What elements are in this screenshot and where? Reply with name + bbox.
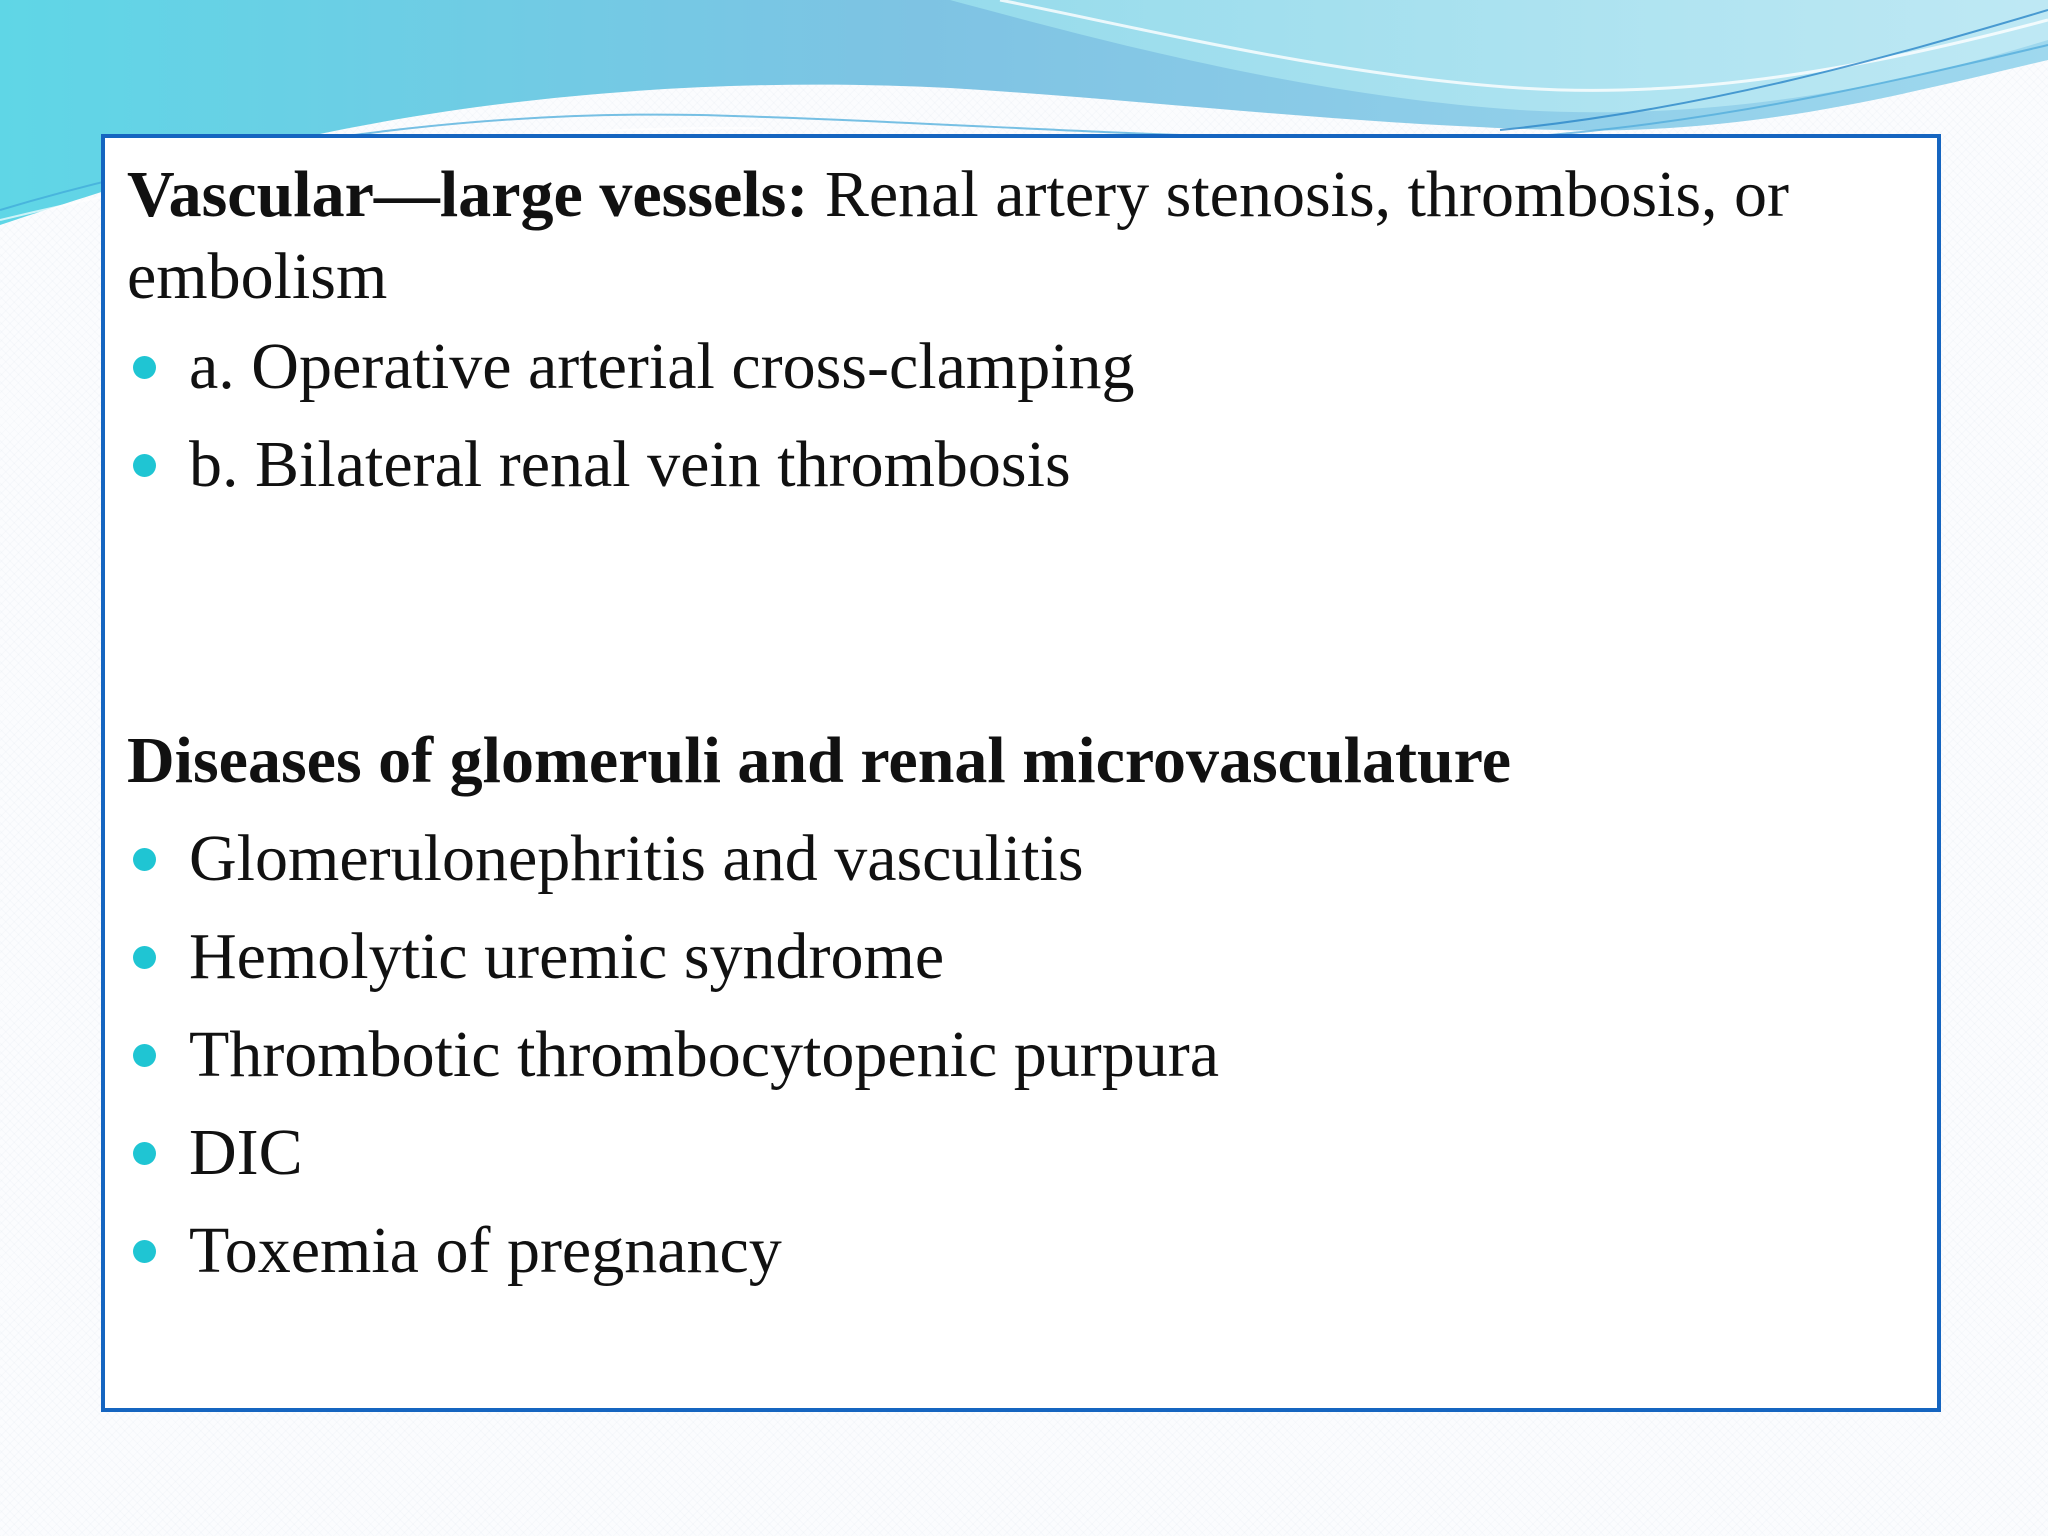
list-item — [127, 1202, 1927, 1300]
text-area — [127, 154, 1927, 1300]
bullet-icon — [133, 848, 156, 871]
list-item — [127, 416, 1927, 514]
list-item-text: b. Bilateral renal vein thrombosis — [189, 428, 1071, 501]
list-item-text: a. Operative arterial cross-clamping — [189, 330, 1135, 403]
list-item — [127, 1104, 1927, 1202]
spacer — [127, 514, 1927, 712]
section1-list — [127, 318, 1927, 514]
list-item-text: Toxemia of pregnancy — [189, 1214, 782, 1287]
bullet-icon — [133, 454, 156, 477]
content-box — [101, 134, 1941, 1412]
list-item — [127, 810, 1927, 908]
list-item — [127, 908, 1927, 1006]
bullet-icon — [133, 356, 156, 379]
list-item-text: Hemolytic uremic syndrome — [189, 920, 945, 993]
section2-list — [127, 810, 1927, 1300]
list-item-text: DIC — [189, 1116, 303, 1189]
list-item — [127, 1006, 1927, 1104]
bullet-icon — [133, 1142, 156, 1165]
section1-heading-bold: Vascular—large vessels: — [127, 158, 809, 231]
list-item-text: Thrombotic thrombocytopenic purpura — [189, 1018, 1220, 1091]
list-item — [127, 318, 1927, 416]
list-item-text: Glomerulonephritis and vasculitis — [189, 822, 1084, 895]
section2-heading: Diseases of glomeruli and renal microvasculature — [127, 724, 1512, 797]
section1-heading-rest: Renal artery stenosis, thrombosis, or embolism — [127, 158, 1789, 313]
bullet-icon — [133, 1240, 156, 1263]
section1-heading — [127, 154, 1927, 318]
bullet-icon — [133, 946, 156, 969]
bullet-icon — [133, 1044, 156, 1067]
